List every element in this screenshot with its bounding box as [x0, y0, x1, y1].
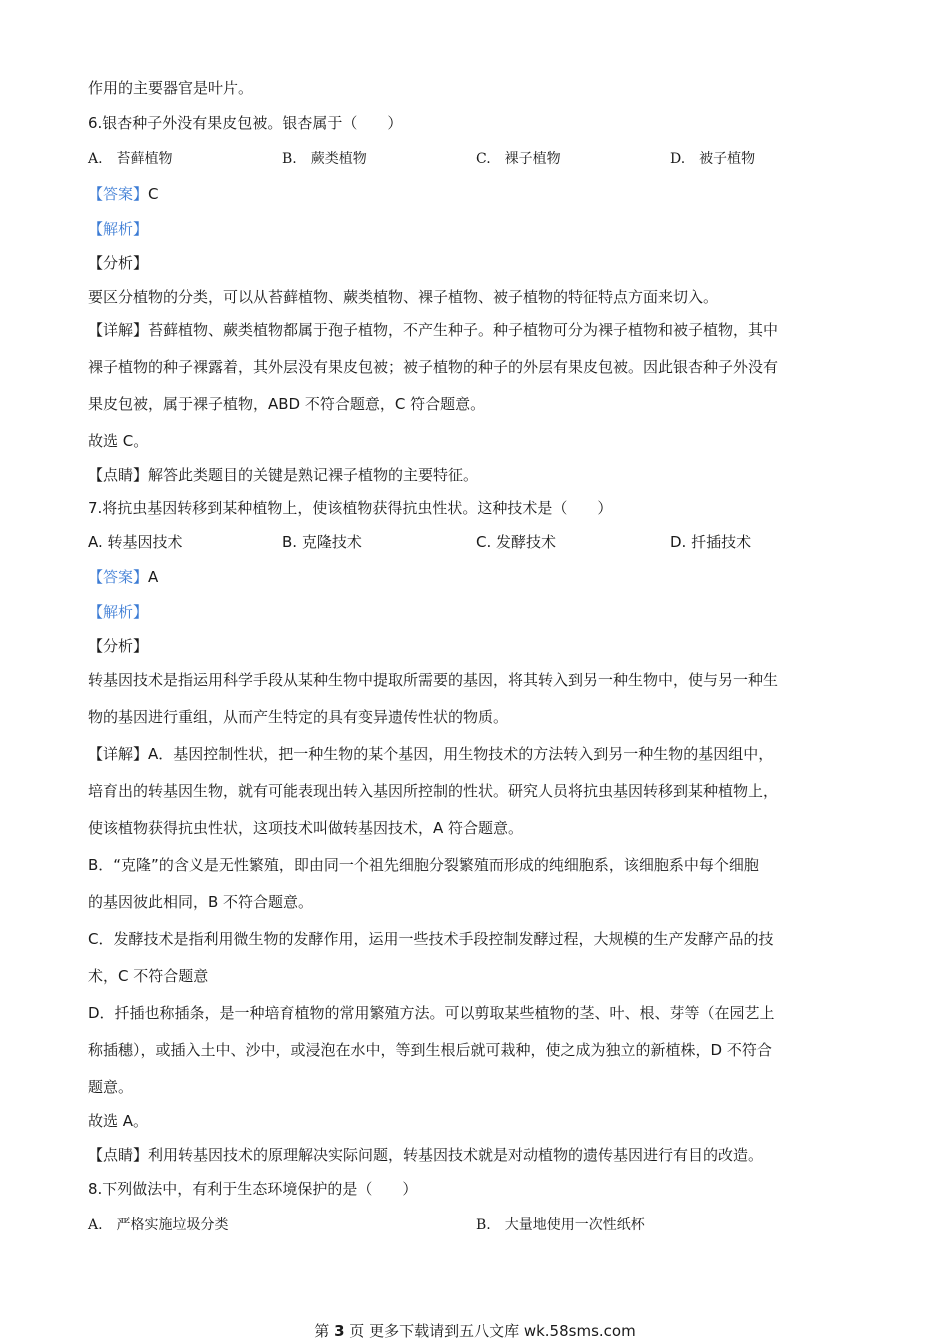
key-point: 【点睛】利用转基因技术的原理解决实际问题，转基因技术就是对动植物的遗传基因进行有目的改造。	[88, 1146, 764, 1164]
answer-tag: 【答案】	[88, 568, 149, 586]
answer-line	[88, 567, 866, 587]
question-7-options	[88, 532, 866, 552]
detail-text: D．扦插也称插条，是一种培育植物的常用繁殖方法。可以剪取某些植物的茎、叶、根、芽等（在园艺上	[88, 1004, 775, 1022]
question-7: 7.将抗虫基因转移到某种植物上，使该植物获得抗虫性状。这种技术是（ ）	[88, 499, 613, 517]
conclusion: 故选 C。	[88, 432, 149, 450]
option-b: B. 蕨类植物	[282, 151, 367, 167]
analysis-tag: 【解析】	[88, 603, 149, 621]
analysis-text: 转基因技术是指运用科学手段从某种生物中提取所需要的基因，将其转入到另一种生物中，使与另一种生	[88, 671, 779, 689]
analysis-text: 物的基因进行重组，从而产生特定的具有变异遗传性状的物质。	[88, 708, 509, 726]
document-body	[88, 78, 866, 1235]
detail-text: 【详解】苔藓植物、蕨类植物都属于孢子植物，不产生种子。种子植物可分为裸子植物和被子植物，其中	[88, 321, 779, 339]
detail-text: 使该植物获得抗虫性状，这项技术叫做转基因技术，A 符合题意。	[88, 819, 524, 837]
analysis-heading: 【分析】	[88, 254, 149, 272]
detail-text: 裸子植物的种子裸露着，其外层没有果皮包被；被子植物的种子的外层有果皮包被。因此银杏种子外没有	[88, 358, 779, 376]
detail-text: 【详解】A．基因控制性状，把一种生物的某个基因，用生物技术的方法转入到另一种生物的基因组中，	[88, 745, 774, 763]
conclusion: 故选 A。	[88, 1112, 149, 1130]
option-a: A. 转基因技术	[88, 533, 183, 551]
answer-value: A	[148, 568, 159, 586]
page-number: 3	[334, 1322, 345, 1340]
key-point: 【点睛】解答此类题目的关键是熟记裸子植物的主要特征。	[88, 466, 479, 484]
detail-text: 培育出的转基因生物，就有可能表现出转入基因所控制的性状。研究人员将抗虫基因转移到某种植物上，	[88, 782, 779, 800]
analysis-text: 要区分植物的分类，可以从苔藓植物、蕨类植物、裸子植物、被子植物的特征特点方面来切入。	[88, 288, 719, 306]
detail-text: 的基因彼此相同，B 不符合题意。	[88, 893, 314, 911]
footer-text: 页 更多下载请到五八文库 wk.58sms.com	[349, 1322, 636, 1340]
page-footer	[0, 1321, 950, 1341]
option-b: B. 大量地使用一次性纸杯	[476, 1217, 645, 1233]
footer-prefix: 第	[314, 1322, 330, 1340]
text-line: 作用的主要器官是叶片。	[88, 79, 254, 97]
option-c: C. 裸子植物	[476, 151, 561, 167]
answer-tag: 【答案】	[88, 185, 149, 203]
detail-text: 称插穗），或插入土中、沙中，或浸泡在水中，等到生根后就可栽种，使之成为独立的新植株，D 不符合	[88, 1041, 772, 1059]
question-6: 6.银杏种子外没有果皮包被。银杏属于（ ）	[88, 114, 403, 132]
option-d: D. 被子植物	[670, 151, 756, 167]
question-8-options	[88, 1215, 866, 1235]
detail-text: 术，C 不符合题意	[88, 967, 209, 985]
option-a: A. 苔藓植物	[88, 151, 173, 167]
detail-text: 果皮包被，属于裸子植物，ABD 不符合题意，C 符合题意。	[88, 395, 486, 413]
analysis-heading: 【分析】	[88, 637, 149, 655]
answer-line	[88, 184, 866, 204]
detail-text: B．“克隆”的含义是无性繁殖，即由同一个祖先细胞分裂繁殖而形成的纯细胞系，该细胞系中每个细胞	[88, 856, 759, 874]
detail-text: C．发酵技术是指利用微生物的发酵作用，运用一些技术手段控制发酵过程，大规模的生产发酵产品的技	[88, 930, 774, 948]
option-c: C. 发酵技术	[476, 533, 557, 551]
analysis-tag: 【解析】	[88, 220, 149, 238]
option-b: B. 克隆技术	[282, 533, 362, 551]
question-8: 8.下列做法中，有利于生态环境保护的是（ ）	[88, 1180, 418, 1198]
answer-value: C	[148, 185, 159, 203]
option-a: A. 严格实施垃圾分类	[88, 1217, 229, 1233]
option-d: D. 扦插技术	[670, 533, 752, 551]
question-6-options	[88, 149, 866, 169]
detail-text: 题意。	[88, 1078, 134, 1096]
